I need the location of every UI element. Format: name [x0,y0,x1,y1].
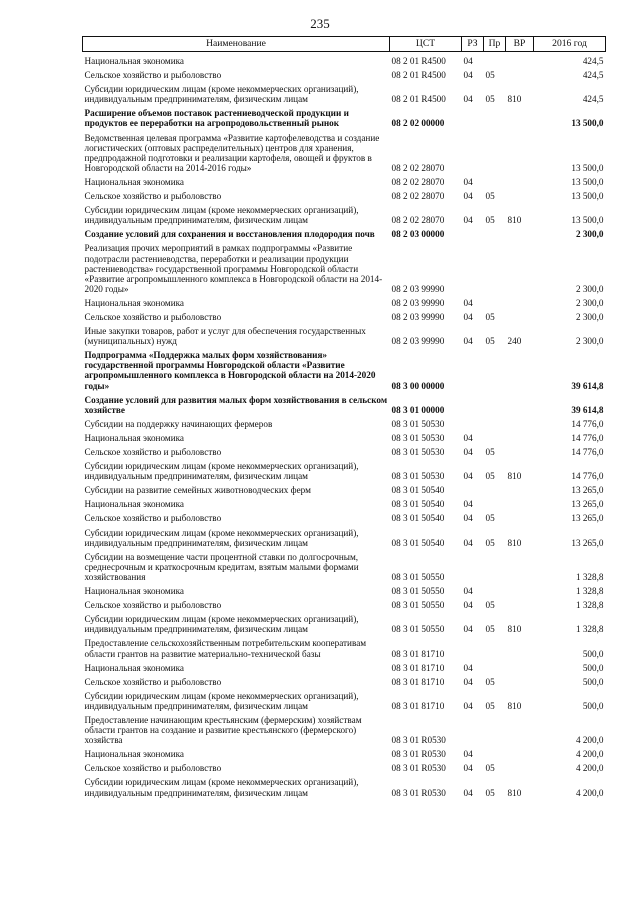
row-vr: 240 [507,336,522,347]
row-cst: 08 3 01 81710 [391,676,445,687]
table-row [83,457,606,481]
row-rz: 04 [463,94,473,105]
row-pr [484,346,506,390]
row-cst: 08 2 02 28070 [391,176,445,187]
row-vr [506,391,534,415]
row-amount: 424,5 [582,94,604,105]
row-cst: 08 2 02 28070 [391,191,445,202]
row-amount: 1 328,8 [575,571,604,582]
row-cst: 08 3 01 50530 [391,432,445,443]
row-name: Субсидии юридическим лицам (кроме некоммерческих организаций), индивидуальным предпринимателям, физическим лицам [84,461,359,482]
row-name: Сельское хозяйство и рыболовство [84,447,222,457]
row-name: Национальная экономика [84,749,185,760]
row-pr [484,173,506,187]
row-name: Реализация прочих мероприятий в рамках подпрограммы «Развитие подотрасли растениеводства, переработки и реализации продукции растениеводства» государственной программы Новгородской области «Развитие агропромышленного комплекса в Новгородской области на 2014-2020 годы» [84,243,383,294]
row-cst: 08 2 03 00000 [391,229,445,240]
row-vr [506,495,534,509]
row-name: Расширение объемов поставок растениеводческой продукции и продуктов ее переработки на агропродовольственный рынок [84,108,349,129]
row-amount: 500,0 [582,648,604,659]
row-vr [506,129,534,173]
row-amount: 500,0 [582,676,604,687]
table-row [83,173,606,187]
row-pr: 05 [485,336,495,347]
row-rz: 04 [463,191,473,202]
row-vr [506,104,534,128]
row-vr: 810 [507,215,522,226]
row-cst: 08 3 01 81710 [391,700,445,711]
table-row [83,225,606,239]
row-amount: 14 776,0 [571,432,604,443]
row-cst: 08 3 00 00000 [391,380,445,391]
row-amount: 1 328,8 [575,586,604,597]
row-name: Сельское хозяйство и рыболовство [84,311,222,322]
row-rz: 04 [463,537,473,548]
row-pr [484,481,506,495]
budget-table [82,36,606,798]
row-pr [484,548,506,582]
row-pr [484,294,506,308]
table-row [83,596,606,610]
row-amount: 1 328,8 [575,600,604,611]
table-row [83,659,606,673]
row-amount: 4 200,0 [575,763,604,774]
row-rz: 04 [463,311,473,322]
row-vr [506,173,534,187]
header-pr: Пр [484,37,506,52]
row-rz: 04 [463,763,473,774]
row-cst: 08 3 01 50540 [391,485,445,496]
row-amount: 4 200,0 [575,735,604,746]
row-amount: 39 614,8 [571,380,604,391]
table-row [83,294,606,308]
row-rz [462,104,484,128]
row-pr [484,391,506,415]
row-rz [462,634,484,658]
row-pr [484,582,506,596]
row-name: Предоставление начинающим крестьянским (фермерским) хозяйствам области грантов на создание и развитие крестьянского (фермерского) хозяйства [84,714,362,746]
row-amount: 13 265,0 [571,513,604,524]
row-name: Субсидии юридическим лицам (кроме некоммерческих организаций), индивидуальным предпринимателям, физическим лицам [84,205,359,226]
table-row [83,346,606,390]
table-row [83,759,606,773]
row-cst: 08 3 01 50540 [391,537,445,548]
header-name: Наименование [83,37,390,52]
row-pr: 05 [485,513,495,524]
row-pr [484,659,506,673]
row-rz [462,391,484,415]
row-rz [462,239,484,293]
table-row [83,745,606,759]
row-rz: 04 [463,499,473,510]
table-row [83,104,606,128]
row-rz: 04 [463,662,473,673]
row-rz [462,415,484,429]
table-row [83,443,606,457]
row-rz: 04 [463,471,473,482]
row-amount: 500,0 [582,700,604,711]
row-rz: 04 [463,749,473,760]
row-cst: 08 3 01 50550 [391,600,445,611]
row-name: Субсидии юридическим лицам (кроме некоммерческих организаций), индивидуальным предпринимателям, физическим лицам [84,614,359,635]
row-name: Ведомственная целевая программа «Развитие картофелеводства и создание логистических (оптовых распределительных) центров для хранения, предпродажной подготовки и реализации картофеля, овощей и фруктов в Новгородской области на 2014-2016 годы» [84,132,380,173]
row-rz [462,548,484,582]
table-row [83,509,606,523]
row-cst: 08 3 01 50530 [391,471,445,482]
table-row [83,773,606,797]
row-vr: 810 [507,700,522,711]
row-name: Национальная экономика [84,662,185,673]
row-cst: 08 2 03 99990 [391,283,445,294]
table-row [83,548,606,582]
row-rz: 04 [463,70,473,81]
row-name: Создание условий для сохранения и восстановления плодородия почв [84,229,375,240]
row-rz: 04 [463,600,473,611]
row-pr: 05 [485,537,495,548]
header-rz: РЗ [462,37,484,52]
table-row [83,687,606,711]
row-pr [484,239,506,293]
header-cst: ЦСТ [390,37,462,52]
row-cst: 08 3 01 R0530 [391,749,446,760]
row-amount: 13 265,0 [571,537,604,548]
row-amount: 13 265,0 [571,499,604,510]
row-cst: 08 2 01 R4500 [391,56,446,66]
table-row [83,415,606,429]
table-row [83,582,606,596]
row-vr [506,759,534,773]
row-name: Подпрограмма «Поддержка малых форм хозяйствования» государственной программы Новгородской области «Развитие агропромышленного комплекса в Новгородской области на 2014-2020 годы» [84,350,376,391]
row-rz: 04 [463,624,473,635]
row-rz [462,346,484,390]
row-amount: 424,5 [582,56,604,66]
row-cst: 08 2 03 99990 [391,336,445,347]
row-amount: 13 500,0 [571,162,604,173]
row-vr [506,52,534,67]
row-name: Национальная экономика [84,432,185,443]
row-amount: 424,5 [582,70,604,81]
row-cst: 08 3 01 00000 [391,404,445,415]
row-name: Субсидии юридическим лицам (кроме некоммерческих организаций), индивидуальным предпринимателям, физическим лицам [84,777,359,798]
row-amount: 14 776,0 [571,471,604,482]
table-row [83,239,606,293]
row-name: Предоставление сельскохозяйственным потребительским кооперативам области грантов на развитие материально-технической базы [84,638,367,659]
table-row [83,481,606,495]
row-amount: 2 300,0 [575,336,604,347]
row-pr: 05 [485,600,495,611]
row-vr [506,509,534,523]
row-cst: 08 3 01 50550 [391,586,445,597]
table-row [83,711,606,745]
page-number: 235 [310,16,330,31]
row-cst: 08 3 01 R0530 [391,763,446,774]
row-cst: 08 3 01 81710 [391,662,445,673]
row-rz [462,711,484,745]
row-vr [506,548,534,582]
row-name: Национальная экономика [84,176,185,187]
row-amount: 500,0 [582,662,604,673]
row-vr [506,225,534,239]
table-row [83,129,606,173]
row-pr [484,415,506,429]
row-pr: 05 [485,447,495,457]
row-rz: 04 [463,432,473,443]
row-rz: 04 [463,787,473,798]
row-vr [506,443,534,457]
row-amount: 2 300,0 [575,229,604,240]
row-name: Сельское хозяйство и рыболовство [84,191,222,202]
table-row [83,201,606,225]
row-vr: 810 [507,537,522,548]
row-name: Национальная экономика [84,297,185,308]
row-pr: 05 [485,787,495,798]
row-rz: 04 [463,336,473,347]
row-amount: 14 776,0 [571,418,604,429]
row-vr [506,711,534,745]
row-amount: 13 500,0 [571,191,604,202]
row-pr [484,495,506,509]
row-cst: 08 3 01 R0530 [391,735,446,746]
row-name: Субсидии юридическим лицам (кроме некоммерческих организаций), индивидуальным предпринимателям, физическим лицам [84,527,359,548]
row-rz: 04 [463,56,473,66]
row-cst: 08 2 03 99990 [391,311,445,322]
row-rz: 04 [463,297,473,308]
row-vr [506,659,534,673]
row-pr: 05 [485,763,495,774]
row-vr: 810 [507,624,522,635]
header-vr: ВР [506,37,534,52]
row-vr [506,481,534,495]
row-pr: 05 [485,624,495,635]
row-pr: 05 [485,700,495,711]
table-row [83,80,606,104]
row-pr: 05 [485,215,495,226]
row-cst: 08 2 02 28070 [391,215,445,226]
row-vr [506,415,534,429]
table-row [83,634,606,658]
row-amount: 14 776,0 [571,447,604,457]
row-cst: 08 2 02 00000 [391,118,445,129]
row-pr: 05 [485,311,495,322]
row-cst: 08 3 01 81710 [391,648,445,659]
row-pr [484,129,506,173]
row-vr [506,634,534,658]
row-pr [484,52,506,67]
row-vr [506,429,534,443]
row-rz: 04 [463,700,473,711]
row-cst: 08 3 01 50540 [391,499,445,510]
row-amount: 4 200,0 [575,787,604,798]
table-row [83,322,606,346]
row-amount: 2 300,0 [575,311,604,322]
row-vr [506,582,534,596]
row-pr: 05 [485,70,495,81]
row-pr: 05 [485,471,495,482]
row-vr [506,239,534,293]
row-name: Сельское хозяйство и рыболовство [84,600,222,611]
row-vr [506,346,534,390]
row-pr [484,104,506,128]
row-vr: 810 [507,94,522,105]
row-name: Национальная экономика [84,586,185,597]
row-amount: 4 200,0 [575,749,604,760]
row-rz: 04 [463,586,473,597]
row-amount: 13 500,0 [571,118,604,129]
row-vr [506,66,534,80]
row-amount: 1 328,8 [575,624,604,635]
table-row [83,308,606,322]
row-cst: 08 3 01 50540 [391,513,445,524]
row-name: Национальная экономика [84,56,185,66]
table-row [83,610,606,634]
row-amount: 2 300,0 [575,283,604,294]
row-pr: 05 [485,191,495,202]
row-cst: 08 2 01 R4500 [391,70,446,81]
row-pr [484,634,506,658]
row-vr: 810 [507,787,522,798]
row-cst: 08 3 01 50530 [391,418,445,429]
table-header-row [83,37,606,52]
row-cst: 08 3 01 50550 [391,624,445,635]
row-vr [506,308,534,322]
table-row [83,495,606,509]
row-pr: 05 [485,676,495,687]
row-name: Сельское хозяйство и рыболовство [84,763,222,774]
row-rz [462,225,484,239]
row-name: Создание условий для развития малых форм хозяйствования в сельском хозяйстве [84,394,388,415]
row-amount: 13 500,0 [571,176,604,187]
row-rz: 04 [463,676,473,687]
table-row [83,429,606,443]
row-vr [506,294,534,308]
row-name: Субсидии юридическим лицам (кроме некоммерческих организаций), индивидуальным предпринимателям, физическим лицам [84,690,359,711]
row-rz: 04 [463,447,473,457]
row-vr [506,673,534,687]
row-pr [484,745,506,759]
table-row [83,673,606,687]
row-amount: 39 614,8 [571,404,604,415]
table-row [83,187,606,201]
row-vr [506,745,534,759]
row-name: Национальная экономика [84,499,185,510]
row-pr [484,711,506,745]
row-cst: 08 3 01 50530 [391,447,445,457]
row-vr: 810 [507,471,522,482]
table-row [83,66,606,80]
header-amount: 2016 год [534,37,606,52]
row-cst: 08 3 01 50550 [391,571,445,582]
row-name: Иные закупки товаров, работ и услуг для обеспечения государственных (муниципальных) нужд [84,326,366,347]
row-amount: 13 265,0 [571,485,604,496]
row-cst: 08 2 01 R4500 [391,94,446,105]
row-name: Субсидии на развитие семейных животноводческих ферм [84,485,311,496]
row-rz: 04 [463,513,473,524]
row-rz: 04 [463,176,473,187]
row-name: Субсидии на возмещение части процентной ставки по долгосрочным, среднесрочным и краткосрочным кредитам, взятым малыми формами хозяйствования [84,551,359,582]
row-rz [462,129,484,173]
row-pr [484,429,506,443]
row-cst: 08 3 01 R0530 [391,787,446,798]
table-body [83,52,606,798]
table-row [83,52,606,67]
row-name: Сельское хозяйство и рыболовство [84,70,222,81]
row-name: Субсидии на поддержку начинающих фермеров [84,418,273,429]
row-amount: 2 300,0 [575,297,604,308]
row-vr [506,596,534,610]
row-name: Сельское хозяйство и рыболовство [84,676,222,687]
row-rz: 04 [463,215,473,226]
row-amount: 13 500,0 [571,215,604,226]
row-cst: 08 2 03 99990 [391,297,445,308]
row-vr [506,187,534,201]
row-pr: 05 [485,94,495,105]
row-rz [462,481,484,495]
row-pr [484,225,506,239]
row-name: Субсидии юридическим лицам (кроме некоммерческих организаций), индивидуальным предпринимателям, физическим лицам [84,84,359,105]
table-row [83,391,606,415]
row-name: Сельское хозяйство и рыболовство [84,513,222,524]
table-row [83,524,606,548]
row-cst: 08 2 02 28070 [391,162,445,173]
